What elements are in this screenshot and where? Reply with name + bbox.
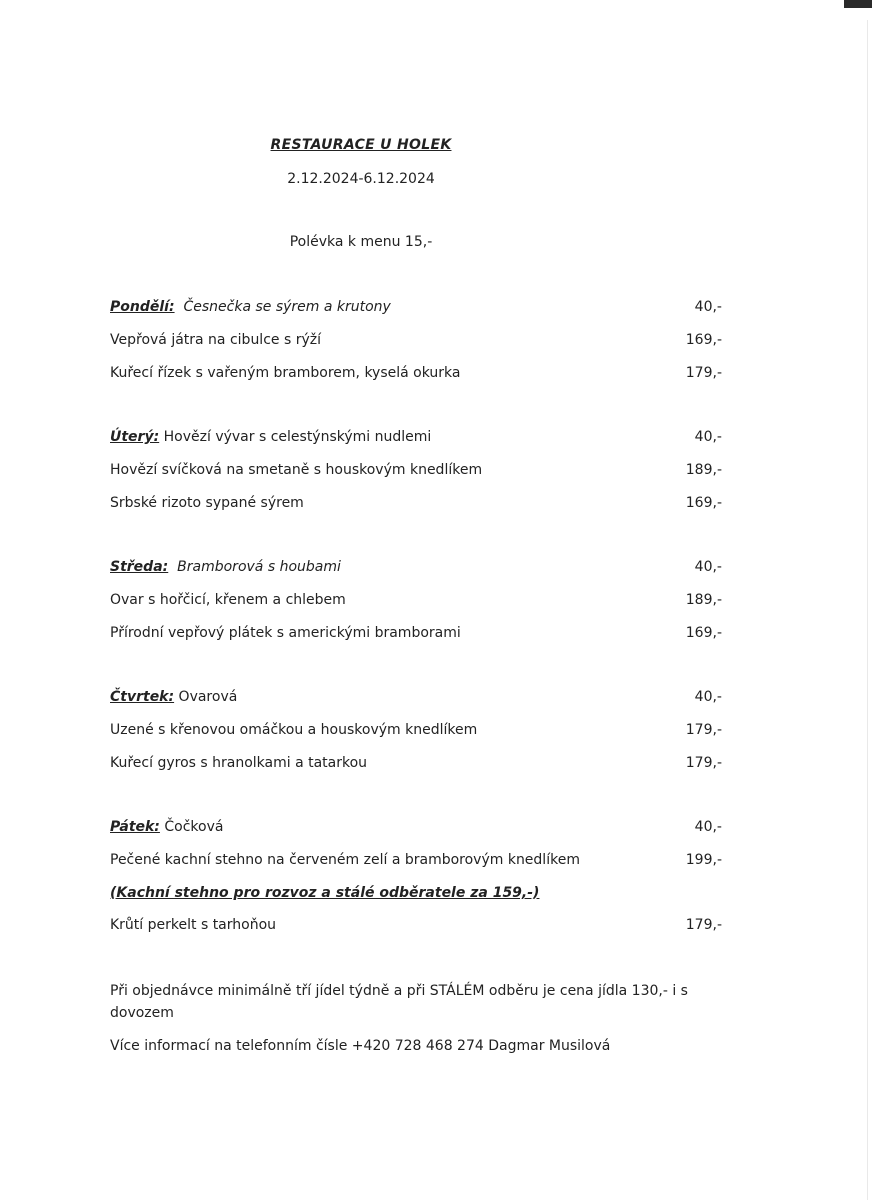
day-label-wednesday: Středa: bbox=[110, 559, 169, 575]
day-label-friday: Pátek: bbox=[110, 819, 160, 835]
menu-item-name bbox=[110, 427, 431, 447]
menu-row-tuesday-soup bbox=[110, 427, 722, 447]
menu-row bbox=[110, 915, 722, 935]
date-range: 2.12.2024-6.12.2024 bbox=[287, 171, 435, 187]
menu-row-thursday-soup bbox=[110, 687, 722, 707]
menu-item-price: 169,- bbox=[685, 495, 722, 511]
menu-item-price: 179,- bbox=[685, 365, 722, 381]
menu-row bbox=[110, 363, 722, 383]
menu-item-name: Ovar s hořčicí, křenem a chlebem bbox=[110, 592, 346, 608]
menu-row-note bbox=[110, 883, 722, 903]
menu-item-price: 179,- bbox=[685, 755, 722, 771]
menu-row bbox=[110, 330, 722, 350]
menu-item-price: 189,- bbox=[685, 462, 722, 478]
menu-item-name bbox=[110, 687, 237, 707]
menu-row bbox=[110, 720, 722, 740]
menu-row bbox=[110, 493, 722, 513]
order-discount-note: Při objednávce minimálně tří jídel týdně a při STÁLÉM odběru je cena jídla 130,- i s dovozem bbox=[110, 983, 688, 1021]
contact-info: Více informací na telefonním čísle +420 728 468 274 Dagmar Musilová bbox=[110, 1038, 611, 1054]
day-label-monday: Pondělí: bbox=[110, 299, 175, 315]
menu-item-price: 189,- bbox=[685, 592, 722, 608]
soup-name: Hovězí vývar s celestýnskými nudlemi bbox=[163, 429, 432, 445]
menu-item-price: 40,- bbox=[694, 689, 722, 705]
menu-row-wednesday-soup bbox=[110, 557, 722, 577]
scan-edge-line bbox=[867, 20, 868, 1200]
menu-item-name bbox=[110, 297, 391, 317]
menu-item-name bbox=[110, 557, 341, 577]
menu-row bbox=[110, 753, 722, 773]
menu-item-price: 40,- bbox=[694, 299, 722, 315]
delivery-price-note: (Kachní stehno pro rozvoz a stálé odběratele za 159,-) bbox=[110, 885, 540, 901]
day-label-thursday: Čtvrtek: bbox=[110, 689, 175, 705]
menu-item-price: 40,- bbox=[694, 559, 722, 575]
menu-item-name: Kuřecí řízek s vařeným bramborem, kyselá okurka bbox=[110, 365, 461, 381]
soup-name: Česnečka se sýrem a krutony bbox=[183, 299, 391, 315]
menu-item-price: 40,- bbox=[694, 819, 722, 835]
menu-item-price: 179,- bbox=[685, 722, 722, 738]
menu-row bbox=[110, 850, 722, 870]
menu-row bbox=[110, 460, 722, 480]
menu-item-price: 40,- bbox=[694, 429, 722, 445]
menu-row-friday-soup bbox=[110, 817, 722, 837]
menu-item-name: Kuřecí gyros s hranolkami a tatarkou bbox=[110, 755, 368, 771]
menu-item-name: Krůtí perkelt s tarhoňou bbox=[110, 917, 277, 933]
day-label-tuesday: Úterý: bbox=[110, 429, 160, 445]
soup-price-note: Polévka k menu 15,- bbox=[289, 234, 433, 250]
menu-item-name bbox=[110, 817, 223, 837]
menu-item-name: Srbské rizoto sypané sýrem bbox=[110, 495, 304, 511]
menu-item-name: Uzené s křenovou omáčkou a houskovým knedlíkem bbox=[110, 722, 478, 738]
scan-edge-mark bbox=[844, 0, 872, 8]
menu-item-name: Hovězí svíčková na smetaně s houskovým knedlíkem bbox=[110, 462, 483, 478]
menu-item-name: Vepřová játra na cibulce s rýží bbox=[110, 332, 321, 348]
soup-name: Čočková bbox=[164, 819, 224, 835]
soup-name: Bramborová s houbami bbox=[177, 559, 341, 575]
menu-item-price: 199,- bbox=[685, 852, 722, 868]
menu-row-monday-soup bbox=[110, 297, 722, 317]
menu-item-price: 169,- bbox=[685, 625, 722, 641]
menu-row bbox=[110, 623, 722, 643]
menu-item-name: Přírodní vepřový plátek s americkými bramborami bbox=[110, 625, 461, 641]
soup-name: Ovarová bbox=[178, 689, 238, 705]
menu-item-name: Pečené kachní stehno na červeném zelí a bramborovým knedlíkem bbox=[110, 852, 580, 868]
menu-item-price: 169,- bbox=[685, 332, 722, 348]
menu-item-price: 179,- bbox=[685, 917, 722, 933]
restaurant-title: RESTAURACE U HOLEK bbox=[270, 137, 452, 153]
menu-row bbox=[110, 590, 722, 610]
